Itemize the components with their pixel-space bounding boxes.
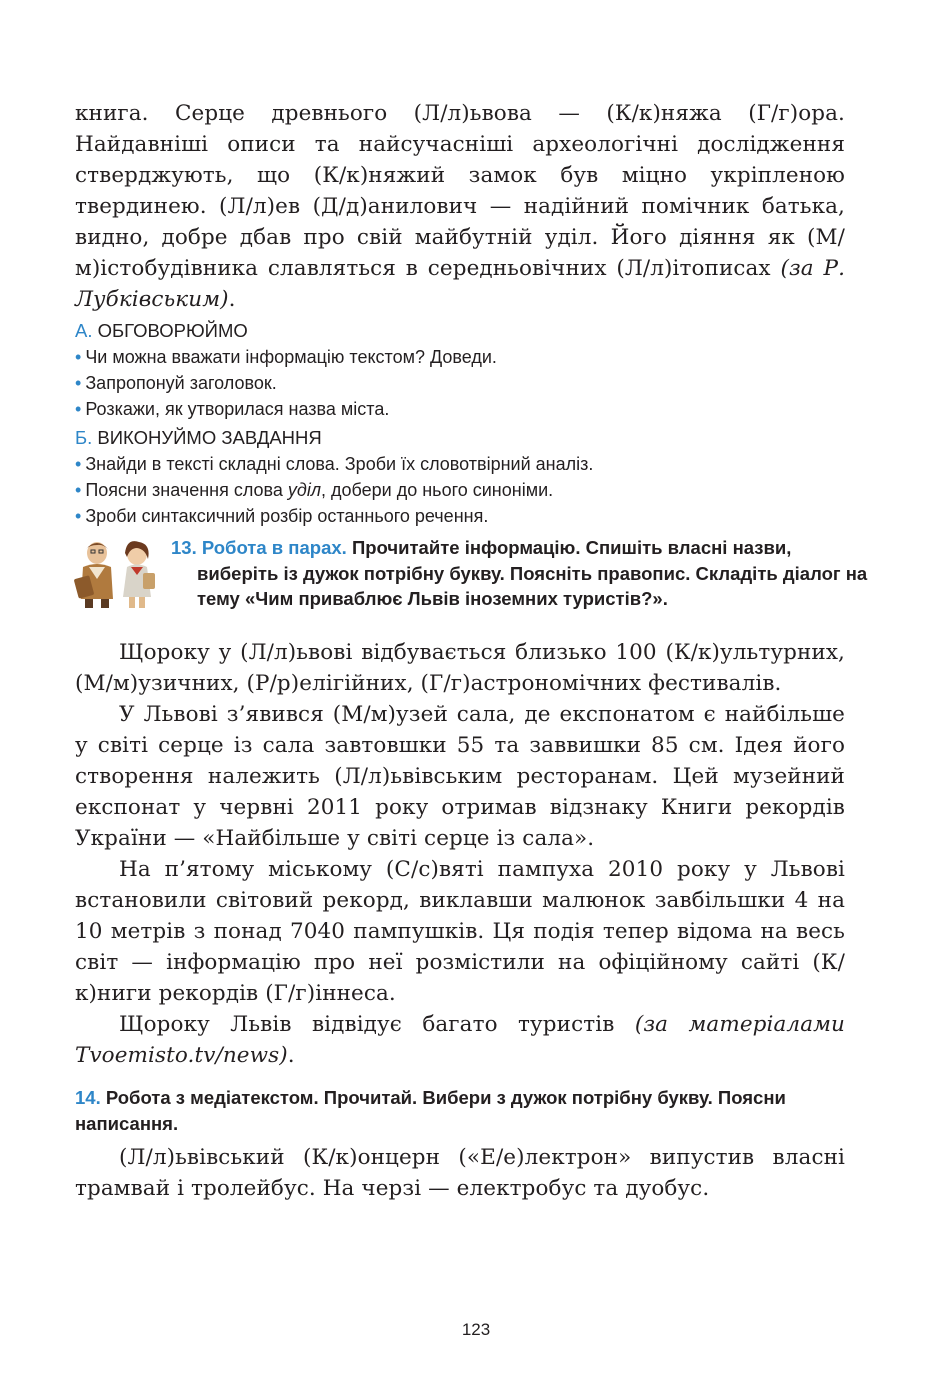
section-a-heading: А. ОБГОВОРЮЙМО (75, 320, 248, 341)
source-citation: (за матеріалами Tvoemisto.tv/news) (75, 1012, 845, 1068)
section-a-list (75, 344, 845, 422)
bullet-icon: • (75, 454, 82, 474)
list-item: • Запропонуй заголовок. (75, 373, 277, 393)
paragraph: Щороку у (Л/л)ьвові відбувається близько 100 (К/к)ультурних, (М/м)узичних, (Р/р)елігійних, (Г/г)астрономічних фестивалів. (75, 640, 845, 696)
intro-paragraph: книга. Серце древнього (Л/л)ьвова — (К/к)няжа (Г/г)ора. Найдавніші описи та найсучасніші археологічні дослідження стверджують, що (К/к)няжий замок був міцно укріпленою твердинею. (Л/л)ев (Д/д)анилович — надійний помічник батька, видно, добре дбав про свій майбутній уділ. Його діяння як (М/м)істобудівника славляться в середньовічних (Л/л)ітописах (за Р. Лубківським). (75, 101, 845, 312)
task-13 (75, 535, 868, 637)
section-b-list (75, 451, 845, 529)
task-number: 13. (171, 537, 197, 558)
bullet-icon: • (75, 506, 82, 526)
section-b-heading: Б. ВИКОНУЙМО ЗАВДАННЯ (75, 427, 322, 448)
intro-text: книга. Серце древнього (Л/л)ьвова — (К/к)няжа (Г/г)ора. Найдавніші описи та найсучасніші археологічні дослідження стверджують, що (К/к)няжий замок був міцно укріпленою твердинею. (Л/л)ев (Д/д)анилович — надійний помічник батька, видно, добре дбав про свій майбутній уділ. Його діяння як (М/м)істобудівника славляться в середньовічних (Л/л)ітописах (75, 101, 845, 281)
paragraph: У Львові з’явився (М/м)узей сала, де експонатом є найбільше у світі серце із сала завтовшки 55 та заввишки 85 см. Ідея його створення належить (Л/л)ьвівським ресторанам. Цей музейний експонат у червні 2011 року отримав відзнаку Книги рекордів України — «Найбільше у світі серце із сала». (75, 702, 845, 851)
task-number: 14. (75, 1087, 101, 1108)
list-item: • Знайди в тексті складні слова. Зроби їх словотвірний аналіз. (75, 454, 594, 474)
task-14-instruction: 14. Робота з медіатекстом. Прочитай. Вибери з дужок потрібну букву. Поясни написання. (75, 1087, 786, 1134)
list-item: • Чи можна вважати інформацію текстом? Доведи. (75, 347, 497, 367)
bullet-icon: • (75, 480, 82, 500)
page-number: 123 (461, 1320, 491, 1339)
list-item: • Поясни значення слова уділ, добери до нього синоніми. (75, 480, 554, 500)
paragraph: (Л/л)ьвівський (К/к)онцерн («Е/е)лектрон» випустив власні трамвай і тролейбус. На черзі — електробус та дуобус. (75, 1145, 845, 1201)
task-label: Робота з медіатекстом. (105, 1087, 319, 1108)
list-item: • Зроби синтаксичний розбір останнього речення. (75, 506, 489, 526)
task-label: Робота в парах. (201, 537, 347, 558)
list-item: • Розкажи, як утворилася назва міста. (75, 399, 390, 419)
intro-source: (за Р. Лубківським) (75, 256, 845, 312)
paragraph: На п’ятому міському (С/с)вяті пампуха 2010 року у Львові встановили світовий рекорд, виклавши малюнок завбільшки 4 на 10 метрів з понад 7040 пампушків. Ця подія тепер відома на весь світ — інформацію про неї розмістили на офіційному сайті (К/к)ниги рекордів (Г/г)іннеса. (75, 857, 845, 1006)
task-13-instruction: 13. Робота в парах. Прочитайте інформацію. Спишіть власні назви, виберіть із дужок потрібну букву. Поясніть правопис. Складіть діалог на тему «Чим приваблює Львів іноземних туристів?». (171, 537, 868, 609)
textbook-page (75, 98, 868, 1204)
bullet-icon: • (75, 399, 82, 419)
paragraph: Щороку Львів відвідує багато туристів (за матеріалами Tvoemisto.tv/news). (75, 1012, 845, 1068)
bullet-icon: • (75, 347, 82, 367)
two-students-illustration-icon (73, 539, 163, 609)
bullet-icon: • (75, 373, 82, 393)
